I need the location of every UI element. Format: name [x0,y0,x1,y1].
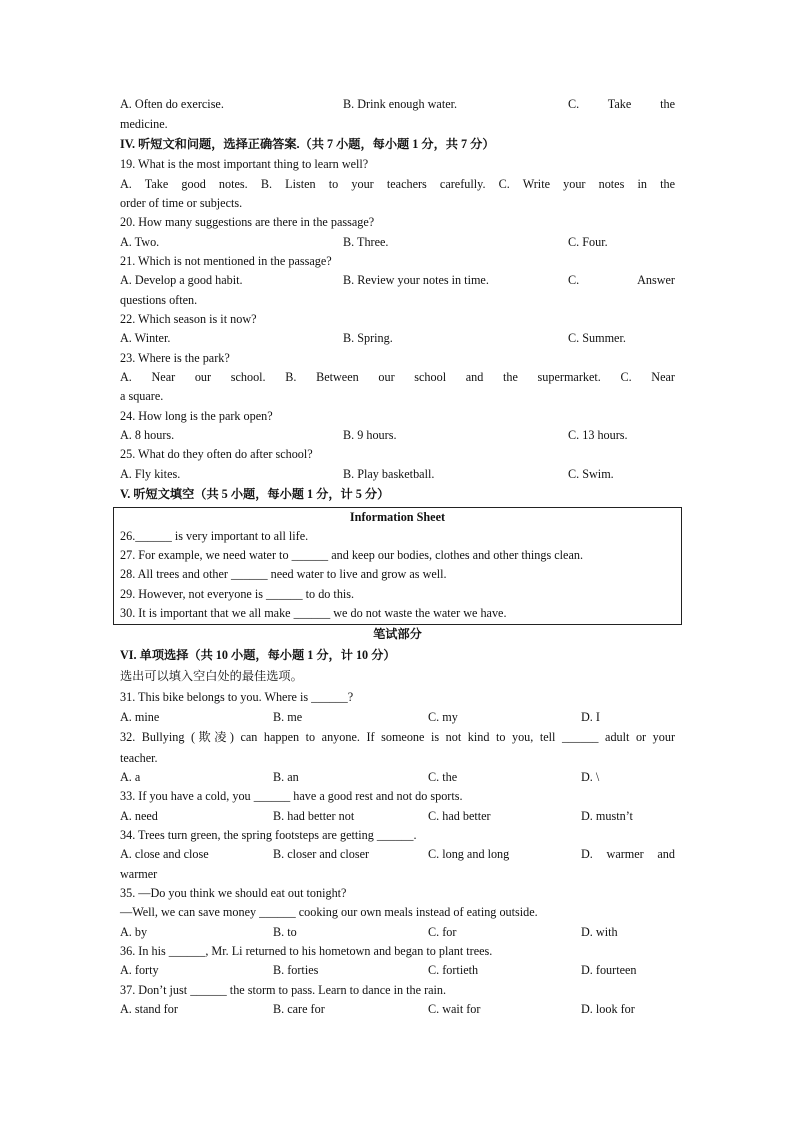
section-6-instruction: 选出可以填入空白处的最佳选项。 [120,669,303,683]
q21-option-c-text: C. Answer [568,273,675,287]
q37-option-c: C. wait for [428,1002,481,1016]
q21-options [120,271,675,289]
q37-option-a: A. stand for [120,1002,178,1016]
q20-option-b: B. Three. [343,235,389,249]
sheet-row-30: 30. It is important that we all make ______ we do not waste the water we have. [120,606,507,620]
q22-option-a: A. Winter. [120,331,171,345]
q32-option-b: B. an [273,770,299,784]
q34-stem: 34. Trees turn green, the spring footsteps are getting ______. [120,828,417,842]
information-sheet [113,507,682,625]
section-5-heading: V. 听短文填空（共 5 小题，每小题 1 分，计 5 分） [120,487,390,501]
q21-option-a: A. Develop a good habit. [120,273,243,287]
q33-option-d: D. mustn’t [581,809,633,823]
q36-options [120,961,675,979]
q18-option-b: B. Drink enough water. [343,97,458,111]
q33-stem: 33. If you have a cold, you ______ have a good rest and not do sports. [120,789,463,803]
q32-options [120,768,675,786]
q32-option-d: D. \ [581,770,600,784]
q18-options [120,95,675,113]
q32-stem: 32. Bullying (欺凌) can happen to anyone. If someone is not kind to you, tell ______ adult or your [120,730,675,744]
q20-stem: 20. How many suggestions are there in the passage? [120,215,375,229]
q32-option-c: C. the [428,770,458,784]
q32-option-a: A. a [120,770,141,784]
q31-stem: 31. This bike belongs to you. Where is ______? [120,690,354,704]
q22-option-c: C. Summer. [568,331,626,345]
q37-options [120,1000,675,1018]
q20-option-a: A. Two. [120,235,160,249]
q25-option-b: B. Play basketball. [343,467,435,481]
q18-option-a: A. Often do exercise. [120,97,224,111]
q33-option-a: A. need [120,809,158,823]
q31-option-a: A. mine [120,710,160,724]
q35-stem: 35. —Do you think we should eat out tonight? [120,886,347,900]
q19-stem: 19. What is the most important thing to learn well? [120,157,369,171]
q37-option-b: B. care for [273,1002,325,1016]
q25-option-a: A. Fly kites. [120,467,181,481]
q33-option-c: C. had better [428,809,491,823]
q24-option-b: B. 9 hours. [343,428,397,442]
q20-options [120,233,675,251]
q24-option-c: C. 13 hours. [568,428,628,442]
q31-option-d: D. I [581,710,600,724]
q22-option-b: B. Spring. [343,331,393,345]
q22-stem: 22. Which season is it now? [120,312,257,326]
sheet-row-27: 27. For example, we need water to ______ and keep our bodies, clothes and other things clean. [120,548,583,562]
q25-options [120,465,675,483]
q32-stem-continued: teacher. [120,751,158,765]
q21-option-b: B. Review your notes in time. [343,273,489,287]
q31-options [120,708,675,726]
section-4-heading: IV. 听短文和问题，选择正确答案.（共 7 小题，每小题 1 分，共 7 分） [120,137,495,151]
q33-options [120,807,675,825]
q35-stem-reply: —Well, we can save money ______ cooking our own meals instead of eating outside. [120,905,538,919]
q34-option-d-continued: warmer [120,867,158,881]
q35-option-a: A. by [120,925,148,939]
q25-stem: 25. What do they often do after school? [120,447,313,461]
q36-option-b: B. forties [273,963,319,977]
q34-option-b: B. closer and closer [273,847,370,861]
q31-option-c: C. my [428,710,458,724]
q35-options [120,923,675,941]
q21-option-c-continued: questions often. [120,293,198,307]
q24-option-a: A. 8 hours. [120,428,175,442]
q35-option-d: D. with [581,925,618,939]
information-sheet-title: Information Sheet [349,510,446,524]
q23-options-continued: a square. [120,389,164,403]
q36-option-d: D. fourteen [581,963,637,977]
q35-option-c: C. for [428,925,457,939]
q34-options [120,845,675,863]
sheet-row-29: 29. However, not everyone is ______ to do this. [120,587,355,601]
q34-option-a: A. close and close [120,847,209,861]
q35-option-b: B. to [273,925,297,939]
q37-stem: 37. Don’t just ______ the storm to pass. Learn to dance in the rain. [120,983,447,997]
q19-options-continued: order of time or subjects. [120,196,243,210]
q33-option-b: B. had better not [273,809,355,823]
sheet-row-28: 28. All trees and other ______ need water to live and grow as well. [120,567,447,581]
q22-options [120,329,675,347]
sheet-row-26: 26.______ is very important to all life. [120,529,309,543]
q18-option-c-continued: medicine. [120,117,168,131]
q23-options: A. Near our school. B. Between our school and the supermarket. C. Near [120,370,675,384]
q21-stem: 21. Which is not mentioned in the passage? [120,254,332,268]
written-part-title: 笔试部分 [373,627,422,641]
q24-options [120,426,675,444]
section-6-heading: VI. 单项选择（共 10 小题，每小题 1 分，计 10 分） [120,648,396,662]
q36-stem: 36. In his ______, Mr. Li returned to his hometown and began to plant trees. [120,944,493,958]
q37-option-d: D. look for [581,1002,635,1016]
q19-options: A. Take good notes. B. Listen to your teachers carefully. C. Write your notes in the [120,177,675,191]
q34-option-d-text: D. warmer and [581,847,675,861]
q34-option-c: C. long and long [428,847,510,861]
q20-option-c: C. Four. [568,235,608,249]
q36-option-c: C. fortieth [428,963,479,977]
q18-option-c-text: C. Take the [568,97,675,111]
q23-stem: 23. Where is the park? [120,351,230,365]
q25-option-c: C. Swim. [568,467,614,481]
q31-option-b: B. me [273,710,303,724]
q24-stem: 24. How long is the park open? [120,409,273,423]
q36-option-a: A. forty [120,963,159,977]
